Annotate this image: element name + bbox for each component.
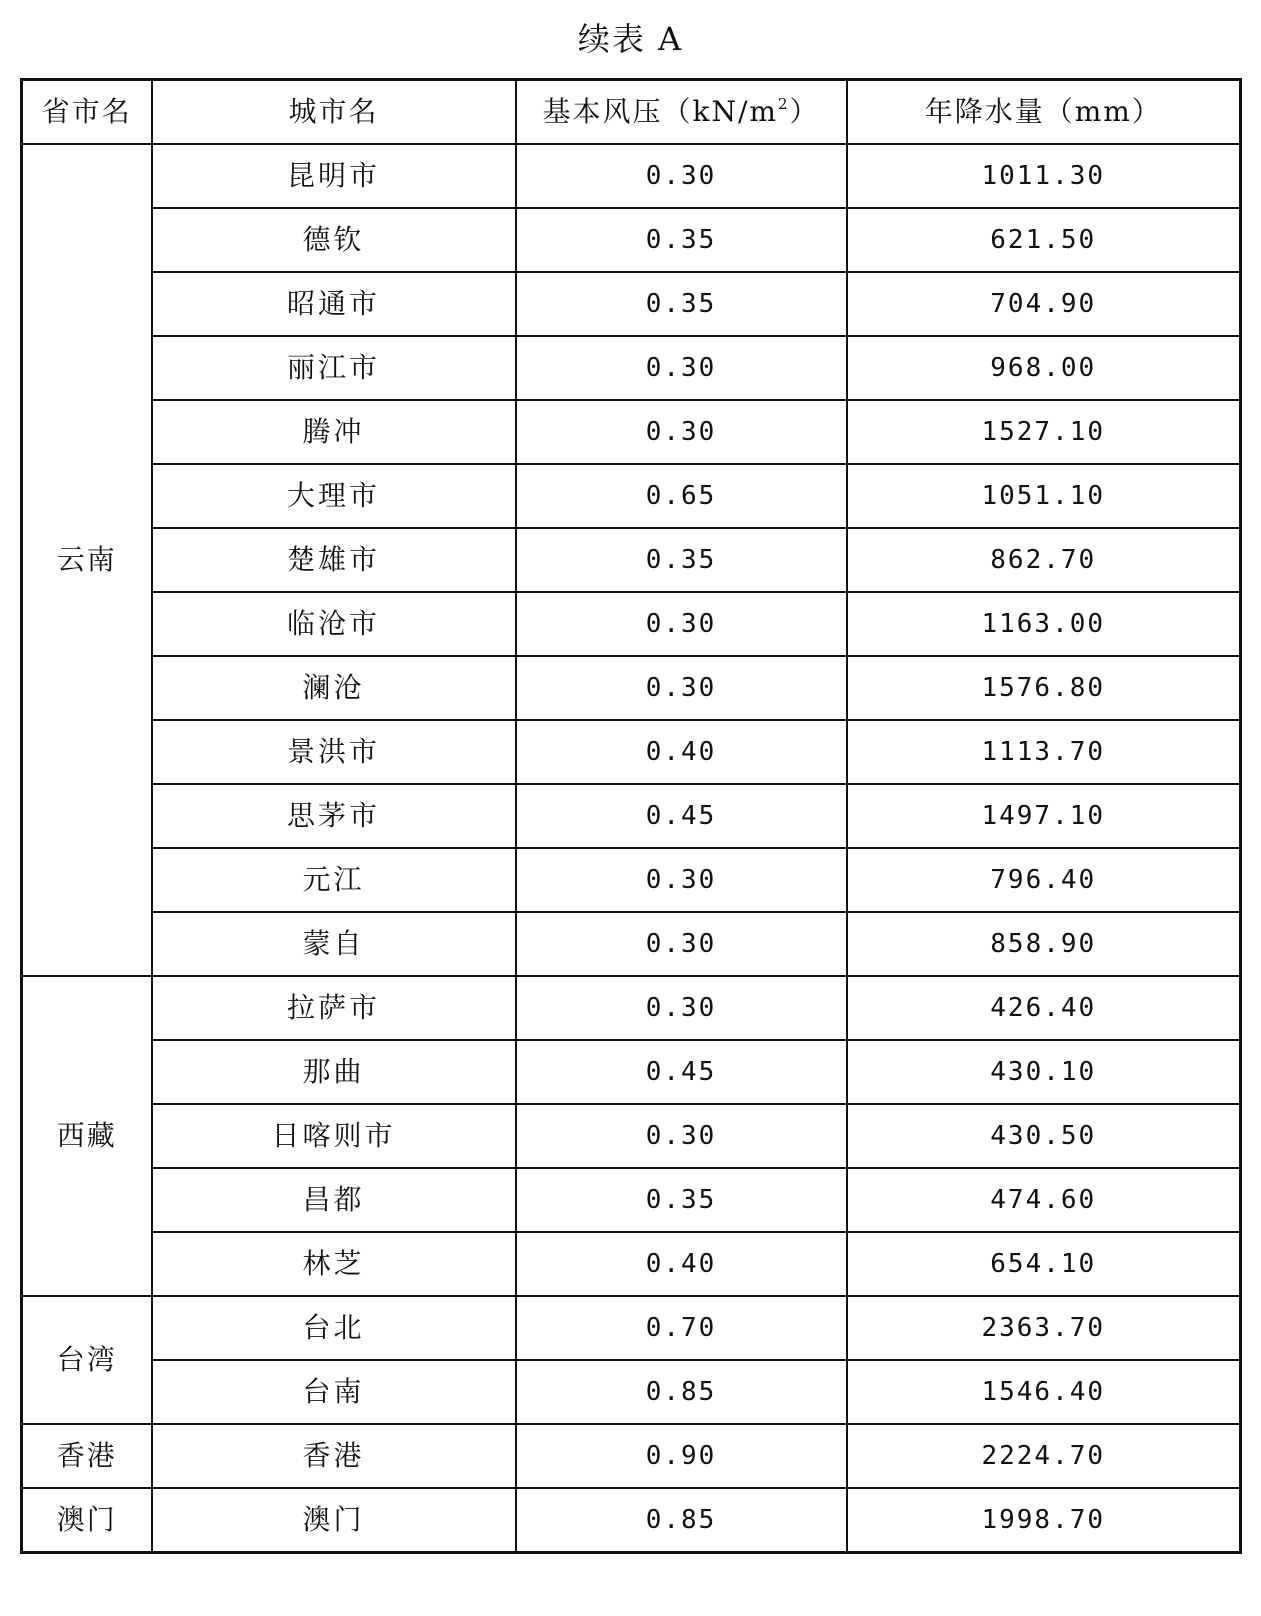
wind-pressure-cell: 0.30: [516, 400, 847, 464]
province-cell: 云南: [22, 144, 152, 976]
table-body: [22, 144, 1241, 1553]
city-cell: 元江: [152, 848, 516, 912]
wind-pressure-cell: 0.45: [516, 784, 847, 848]
wind-pressure-cell: 0.90: [516, 1424, 847, 1488]
precipitation-cell: 430.10: [847, 1040, 1241, 1104]
city-cell: 昆明市: [152, 144, 516, 208]
wind-pressure-cell: 0.35: [516, 208, 847, 272]
table-row: [22, 272, 1241, 336]
city-cell: 大理市: [152, 464, 516, 528]
table-title: 续表 A: [577, 20, 684, 58]
header-city: 城市名: [152, 80, 516, 145]
table-row: [22, 336, 1241, 400]
precipitation-cell: 2224.70: [847, 1424, 1241, 1488]
precipitation-cell: 968.00: [847, 336, 1241, 400]
wind-pressure-cell: 0.35: [516, 272, 847, 336]
header-wind-pressure-suffix: ）: [789, 95, 820, 128]
precipitation-cell: 1113.70: [847, 720, 1241, 784]
wind-pressure-cell: 0.30: [516, 976, 847, 1040]
table-row: [22, 848, 1241, 912]
wind-pressure-cell: 0.85: [516, 1488, 847, 1553]
wind-pressure-cell: 0.30: [516, 912, 847, 976]
header-wind-pressure-prefix: 基本风压（kN/m: [542, 95, 778, 128]
table-row: [22, 1424, 1241, 1488]
wind-pressure-cell: 0.30: [516, 656, 847, 720]
wind-pressure-cell: 0.70: [516, 1296, 847, 1360]
city-cell: 澳门: [152, 1488, 516, 1553]
city-cell: 拉萨市: [152, 976, 516, 1040]
city-cell: 澜沧: [152, 656, 516, 720]
city-cell: 德钦: [152, 208, 516, 272]
city-cell: 临沧市: [152, 592, 516, 656]
precipitation-cell: 1163.00: [847, 592, 1241, 656]
province-cell: 台湾: [22, 1296, 152, 1424]
city-cell: 丽江市: [152, 336, 516, 400]
header-precipitation: 年降水量（mm）: [847, 80, 1241, 145]
precipitation-cell: 654.10: [847, 1232, 1241, 1296]
precipitation-cell: 426.40: [847, 976, 1241, 1040]
climate-data-table: [20, 78, 1242, 1554]
precipitation-cell: 704.90: [847, 272, 1241, 336]
table-row: [22, 1360, 1241, 1424]
precipitation-cell: 1011.30: [847, 144, 1241, 208]
city-cell: 昌都: [152, 1168, 516, 1232]
precipitation-cell: 1576.80: [847, 656, 1241, 720]
precipitation-cell: 1998.70: [847, 1488, 1241, 1553]
table-row: [22, 592, 1241, 656]
wind-pressure-cell: 0.35: [516, 528, 847, 592]
table-row: [22, 1296, 1241, 1360]
table-row: [22, 656, 1241, 720]
table-row: [22, 1104, 1241, 1168]
precipitation-cell: 430.50: [847, 1104, 1241, 1168]
city-cell: 腾冲: [152, 400, 516, 464]
wind-pressure-cell: 0.30: [516, 848, 847, 912]
city-cell: 林芝: [152, 1232, 516, 1296]
precipitation-cell: 1546.40: [847, 1360, 1241, 1424]
wind-pressure-cell: 0.65: [516, 464, 847, 528]
wind-pressure-cell: 0.40: [516, 1232, 847, 1296]
city-cell: 昭通市: [152, 272, 516, 336]
header-province: 省市名: [22, 80, 152, 145]
table-row: [22, 720, 1241, 784]
province-cell: 西藏: [22, 976, 152, 1296]
province-cell: 澳门: [22, 1488, 152, 1553]
city-cell: 台北: [152, 1296, 516, 1360]
province-cell: 香港: [22, 1424, 152, 1488]
city-cell: 思茅市: [152, 784, 516, 848]
precipitation-cell: 796.40: [847, 848, 1241, 912]
table-row: [22, 784, 1241, 848]
header-wind-pressure-exponent: 2: [777, 95, 790, 113]
precipitation-cell: 858.90: [847, 912, 1241, 976]
precipitation-cell: 621.50: [847, 208, 1241, 272]
city-cell: 日喀则市: [152, 1104, 516, 1168]
city-cell: 那曲: [152, 1040, 516, 1104]
table-row: [22, 1040, 1241, 1104]
wind-pressure-cell: 0.30: [516, 336, 847, 400]
precipitation-cell: 1051.10: [847, 464, 1241, 528]
table-row: [22, 208, 1241, 272]
precipitation-cell: 474.60: [847, 1168, 1241, 1232]
city-cell: 景洪市: [152, 720, 516, 784]
table-row: [22, 1232, 1241, 1296]
table-row: [22, 912, 1241, 976]
wind-pressure-cell: 0.30: [516, 1104, 847, 1168]
header-wind-pressure: [516, 80, 847, 145]
table-row: [22, 1168, 1241, 1232]
city-cell: 蒙自: [152, 912, 516, 976]
precipitation-cell: 2363.70: [847, 1296, 1241, 1360]
wind-pressure-cell: 0.35: [516, 1168, 847, 1232]
wind-pressure-cell: 0.30: [516, 144, 847, 208]
precipitation-cell: 862.70: [847, 528, 1241, 592]
wind-pressure-cell: 0.85: [516, 1360, 847, 1424]
wind-pressure-cell: 0.40: [516, 720, 847, 784]
table-row: [22, 464, 1241, 528]
table-row: [22, 144, 1241, 208]
precipitation-cell: 1527.10: [847, 400, 1241, 464]
wind-pressure-cell: 0.30: [516, 592, 847, 656]
city-cell: 楚雄市: [152, 528, 516, 592]
table-row: [22, 976, 1241, 1040]
precipitation-cell: 1497.10: [847, 784, 1241, 848]
city-cell: 台南: [152, 1360, 516, 1424]
city-cell: 香港: [152, 1424, 516, 1488]
table-row: [22, 528, 1241, 592]
wind-pressure-cell: 0.45: [516, 1040, 847, 1104]
table-row: [22, 400, 1241, 464]
header-row: [22, 80, 1241, 145]
table-row: [22, 1488, 1241, 1553]
